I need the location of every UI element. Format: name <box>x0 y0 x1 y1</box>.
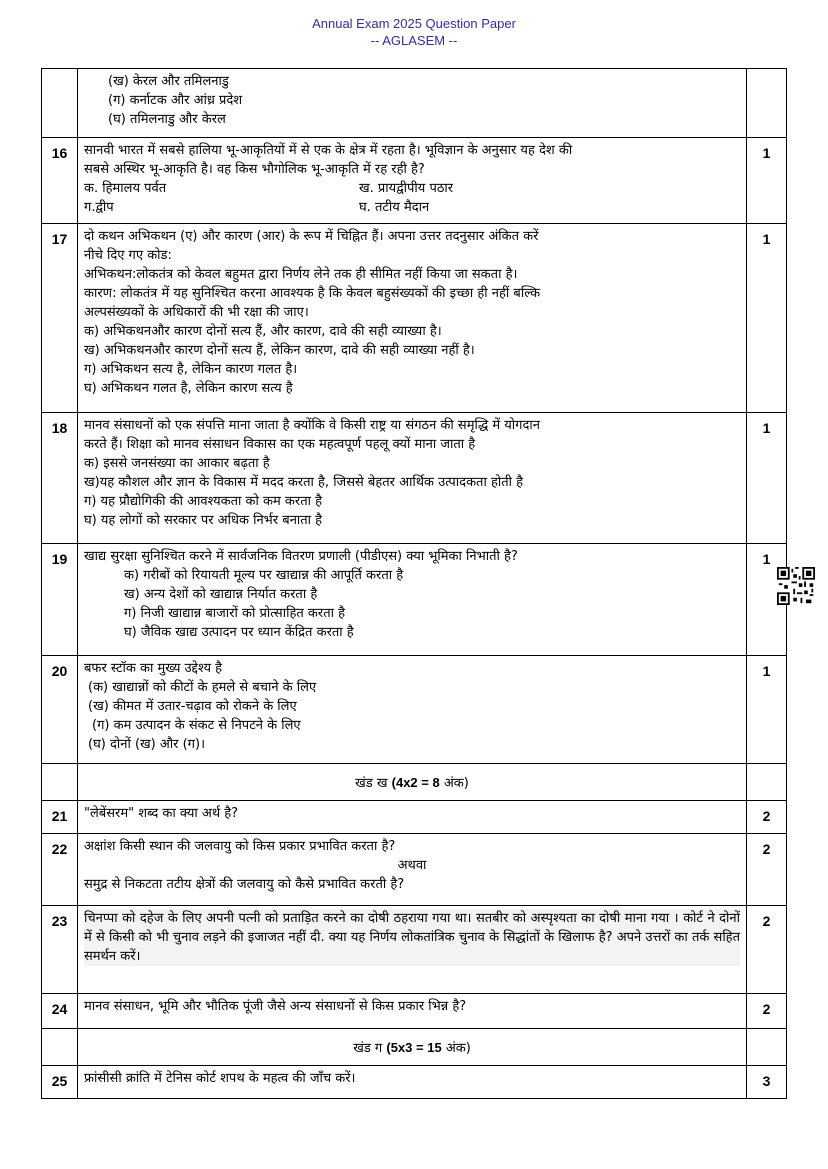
question-text: दो कथन अभिकथन (ए) और कारण (आर) के रूप में चिह्नित हैं। अपना उत्तर तदनुसार अंकित करें <box>84 229 539 244</box>
section-name: खंड ख <box>355 776 388 791</box>
question-text: अक्षांश किसी स्थान की जलवायु को किस प्रकार प्रभावित करता है? <box>84 839 396 854</box>
question-text: समुद्र से निकटता तटीय क्षेत्रों की जलवायु को कैसे प्रभावित करती है? <box>84 877 405 892</box>
page-header <box>0 15 828 49</box>
question-marks: 1 <box>747 544 787 656</box>
question-row-23 <box>42 906 787 994</box>
option-a: (क) खाद्यान्नों को कीटों के हमले से बचाने के लिए <box>88 680 317 695</box>
option-d: घ) अभिकथन गलत है, लेकिन कारण सत्य है <box>84 381 293 396</box>
question-number: 23 <box>42 906 78 994</box>
section-b-heading <box>78 764 747 801</box>
question-number: 17 <box>42 224 78 413</box>
question-row-17 <box>42 224 787 413</box>
option-c: ग.द्वीप <box>84 200 114 215</box>
question-row-16 <box>42 138 787 224</box>
option-c: ग) निजी खाद्यान्न बाजारों को प्रोत्साहित करता है <box>124 606 346 621</box>
question-number: 25 <box>42 1066 78 1099</box>
qr-code-icon <box>777 567 815 605</box>
option-a: क) इससे जनसंख्या का आकार बढ़ता है <box>84 456 270 471</box>
question-text: नीचे दिए गए कोड: <box>84 248 172 263</box>
question-text: "लेबेंसरम" शब्द का क्या अर्थ है? <box>84 806 239 821</box>
header-title: Annual Exam 2025 Question Paper <box>312 16 516 31</box>
option-c: (ग) कम उत्पादन के संकट से निपटने के लिए <box>92 718 301 733</box>
option-a: क) गरीबों को रियायती मूल्य पर खाद्यान्न की आपूर्ति करता है <box>124 568 404 583</box>
option-gha: (घ) तमिलनाडु और केरल <box>108 112 226 127</box>
section-marks: (5x3 = 15 <box>386 1040 442 1055</box>
question-row-25 <box>42 1066 787 1099</box>
section-c-heading <box>78 1029 747 1066</box>
question-row-19 <box>42 544 787 656</box>
option-d: घ) यह लोगों को सरकार पर अधिक निर्भर बनाता है <box>84 513 323 528</box>
or-label: अथवा <box>397 858 427 873</box>
section-unit: अंक) <box>445 1041 471 1056</box>
option-a: क. हिमालय पर्वत <box>84 181 167 196</box>
option-c: ग) यह प्रौद्योगिकी की आवश्यकता को कम करता है <box>84 494 323 509</box>
question-row-18 <box>42 413 787 544</box>
reason: अल्पसंख्यकों के अधिकारों की भी रक्षा की जाए। <box>84 305 309 320</box>
question-text: खाद्य सुरक्षा सुनिश्चित करने में सार्वजनिक वितरण प्रणाली (पीडीएस) क्या भूमिका निभाती है? <box>84 549 518 564</box>
assertion: अभिकथन:लोकतंत्र को केवल बहुमत द्वारा निर्णय लेने तक ही सीमित नहीं किया जा सकता है। <box>84 267 518 282</box>
section-c-row <box>42 1029 787 1066</box>
question-row-22 <box>42 834 787 906</box>
option-d: घ) जैविक खाद्य उत्पादन पर ध्यान केंद्रित करता है <box>124 625 354 640</box>
question-marks: 1 <box>747 138 787 224</box>
section-marks: (4x2 = 8 <box>391 775 440 790</box>
question-text: मानव संसाधन, भूमि और भौतिक पूंजी जैसे अन्य संसाधनों से किस प्रकार भिन्न है? <box>84 999 467 1014</box>
option-d: (घ) दोनों (ख) और (ग)। <box>88 737 205 752</box>
question-marks: 2 <box>747 994 787 1029</box>
option-d: घ. तटीय मैदान <box>359 200 430 215</box>
option-b: ख)यह कौशल और ज्ञान के विकास में मदद करता है, जिससे बेहतर आर्थिक उत्पादकता होती है <box>84 475 524 490</box>
option-b: ख. प्रायद्वीपीय पठार <box>359 181 454 196</box>
reason: कारण: लोकतंत्र में यह सुनिश्चित करना आवश्यक है कि केवल बहुसंख्यकों की इच्छा ही नहीं बल्कि <box>84 286 541 301</box>
section-name: खंड ग <box>353 1041 383 1056</box>
question-text: करते हैं। शिक्षा को मानव संसाधन विकास का एक महत्वपूर्ण पहलू क्यों माना जाता है <box>84 437 476 452</box>
question-number: 21 <box>42 801 78 834</box>
question-marks: 2 <box>747 906 787 994</box>
question-text: सानवी भारत में सबसे हालिया भू-आकृतियों में से एक के क्षेत्र में रहता है। भूविज्ञान के अनुसार यह देश की <box>84 143 573 158</box>
question-row-24 <box>42 994 787 1029</box>
option-a: क) अभिकथनऔर कारण दोनों सत्य हैं, और कारण, दावे की सही व्याख्या है। <box>84 324 442 339</box>
question-number: 22 <box>42 834 78 906</box>
question-row-20 <box>42 656 787 764</box>
option-b: ख) अभिकथनऔर कारण दोनों सत्य हैं, लेकिन कारण, दावे की सही व्याख्या नहीं है। <box>84 343 475 358</box>
option-c: ग) अभिकथन सत्य है, लेकिन कारण गलत है। <box>84 362 298 377</box>
option-ga: (ग) कर्नाटक और आंध्र प्रदेश <box>108 93 243 108</box>
question-number: 19 <box>42 544 78 656</box>
question-number: 18 <box>42 413 78 544</box>
option-b: ख) अन्य देशों को खाद्यान्न निर्यात करता है <box>124 587 318 602</box>
question-marks: 1 <box>747 656 787 764</box>
question-marks: 1 <box>747 413 787 544</box>
question-text: सबसे अस्थिर भू-आकृति है। वह किस भौगोलिक भू-आकृति में रह रही है? <box>84 162 425 177</box>
question-number: 20 <box>42 656 78 764</box>
question-marks: 1 <box>747 224 787 413</box>
question-marks: 2 <box>747 834 787 906</box>
question-text: चिनप्पा को दहेज के लिए अपनी पत्नी को प्रताड़ित करने का दोषी ठहराया गया था। सतबीर को अस्पृश्यता का दोषी माना गया । कोर्ट ने दोनों में से किसी को भी चुनाव लड़ने की इजाजत नहीं दी. क्या यह निर्णय लोकतांत्रिक चुनाव के सिद्धांतों के खिलाफ है? अपने उत्तरों का तर्क सहित समर्थन करें। <box>84 911 740 964</box>
section-b-row <box>42 764 787 801</box>
question-table <box>41 68 787 1099</box>
question-text: फ्रांसीसी क्रांति में टेनिस कोर्ट शपथ के महत्व की जाँच करें। <box>84 1071 356 1086</box>
option-b: (ख) कीमत में उतार-चढ़ाव को रोकने के लिए <box>88 699 297 714</box>
question-marks: 3 <box>747 1066 787 1099</box>
question-text: मानव संसाधनों को एक संपत्ति माना जाता है क्योंकि वे किसी राष्ट्र या संगठन की समृद्धि में योगदान <box>84 418 540 433</box>
section-unit: अंक) <box>443 776 469 791</box>
question-number: 24 <box>42 994 78 1029</box>
header-subtitle: -- AGLASEM -- <box>370 33 458 48</box>
question-row-21 <box>42 801 787 834</box>
question-text: बफर स्टॉक का मुख्य उद्देश्य है <box>84 661 223 676</box>
question-row-15-continued <box>42 69 787 138</box>
question-marks: 2 <box>747 801 787 834</box>
question-number: 16 <box>42 138 78 224</box>
option-kha: (ख) केरल और तमिलनाडु <box>108 74 229 89</box>
